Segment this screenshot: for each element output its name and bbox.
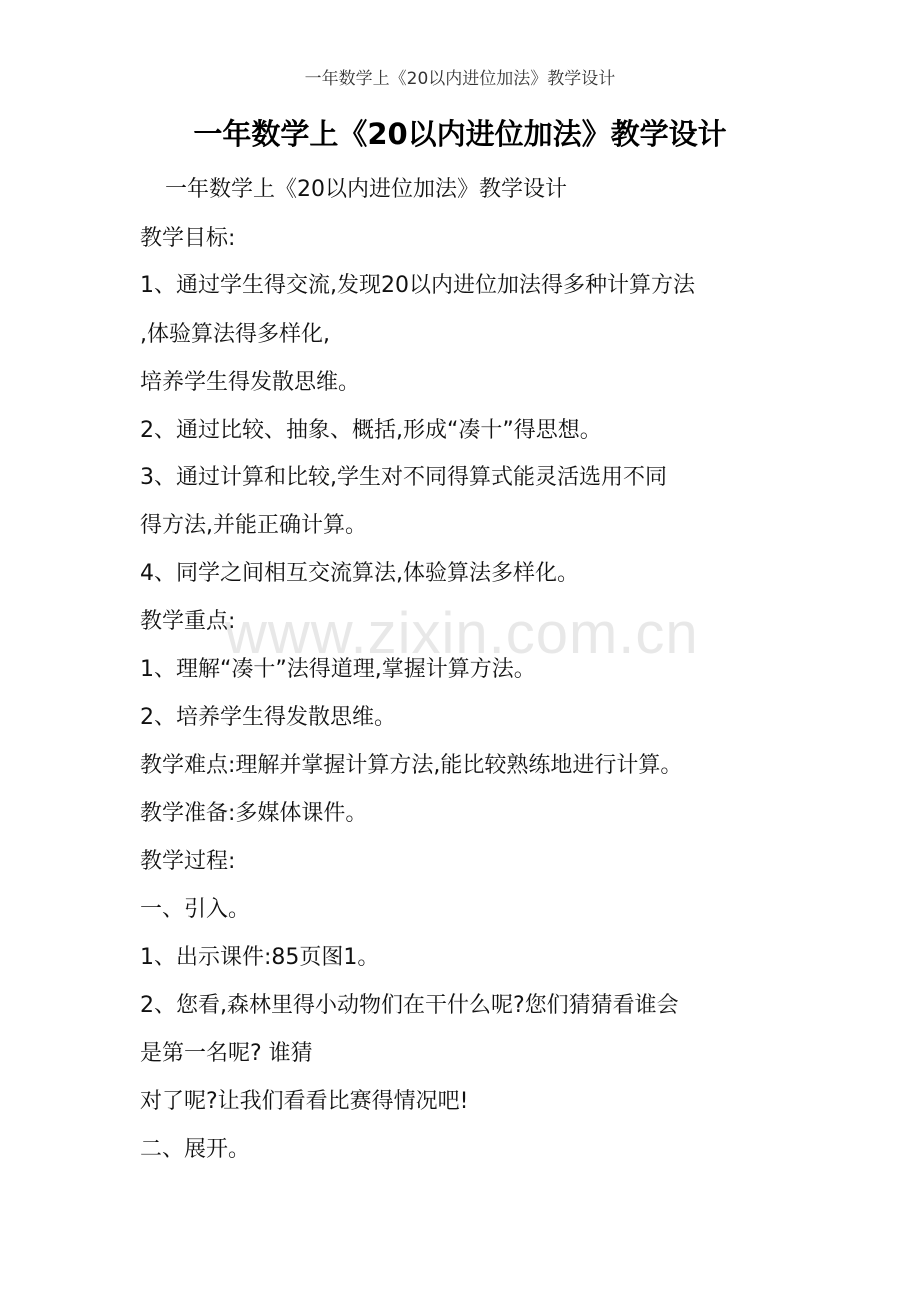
body-line: 一、引入。 <box>140 897 251 922</box>
body-line: 1、理解“凑十”法得道理,掌握计算方法。 <box>140 657 536 682</box>
body-line: 2、培养学生得发散思维。 <box>140 705 396 730</box>
section-heading-key-points: 教学重点: <box>140 609 236 634</box>
body-line: 是第一名呢? 谁猜 <box>140 1041 313 1066</box>
body-line: 培养学生得发散思维。 <box>140 370 361 395</box>
section-heading-difficulties: 教学难点:理解并掌握计算方法,能比较熟练地进行计算。 <box>140 753 683 778</box>
section-heading-objectives: 教学目标: <box>140 226 236 251</box>
body-line: 二、展开。 <box>140 1137 251 1162</box>
section-heading-process: 教学过程: <box>140 849 236 874</box>
running-header: 一年数学上《20以内进位加法》教学设计 <box>304 69 616 89</box>
body-line: 1、通过学生得交流,发现20以内进位加法得多种计算方法 <box>140 273 695 298</box>
body-line: 2、您看,森林里得小动物们在干什么呢?您们猜猜看谁会 <box>140 993 679 1018</box>
body-line: 得方法,并能正确计算。 <box>140 513 367 538</box>
body-line: 对了呢?让我们看看比赛得情况吧! <box>140 1089 469 1114</box>
document-subtitle: 一年数学上《20以内进位加法》教学设计 <box>165 177 567 202</box>
body-line: 2、通过比较、抽象、概括,形成“凑十”得思想。 <box>140 418 602 443</box>
body-line: 3、通过计算和比较,学生对不同得算式能灵活选用不同 <box>140 465 667 490</box>
body-line: ,体验算法得多样化, <box>140 322 330 347</box>
document-title: 一年数学上《20以内进位加法》教学设计 <box>193 117 727 151</box>
body-line: 4、同学之间相互交流算法,体验算法多样化。 <box>140 561 579 586</box>
body-line: 1、出示课件:85页图1。 <box>140 945 380 970</box>
watermark: www.zixin.com.cn <box>225 601 699 666</box>
section-heading-preparation: 教学准备:多媒体课件。 <box>140 801 368 826</box>
